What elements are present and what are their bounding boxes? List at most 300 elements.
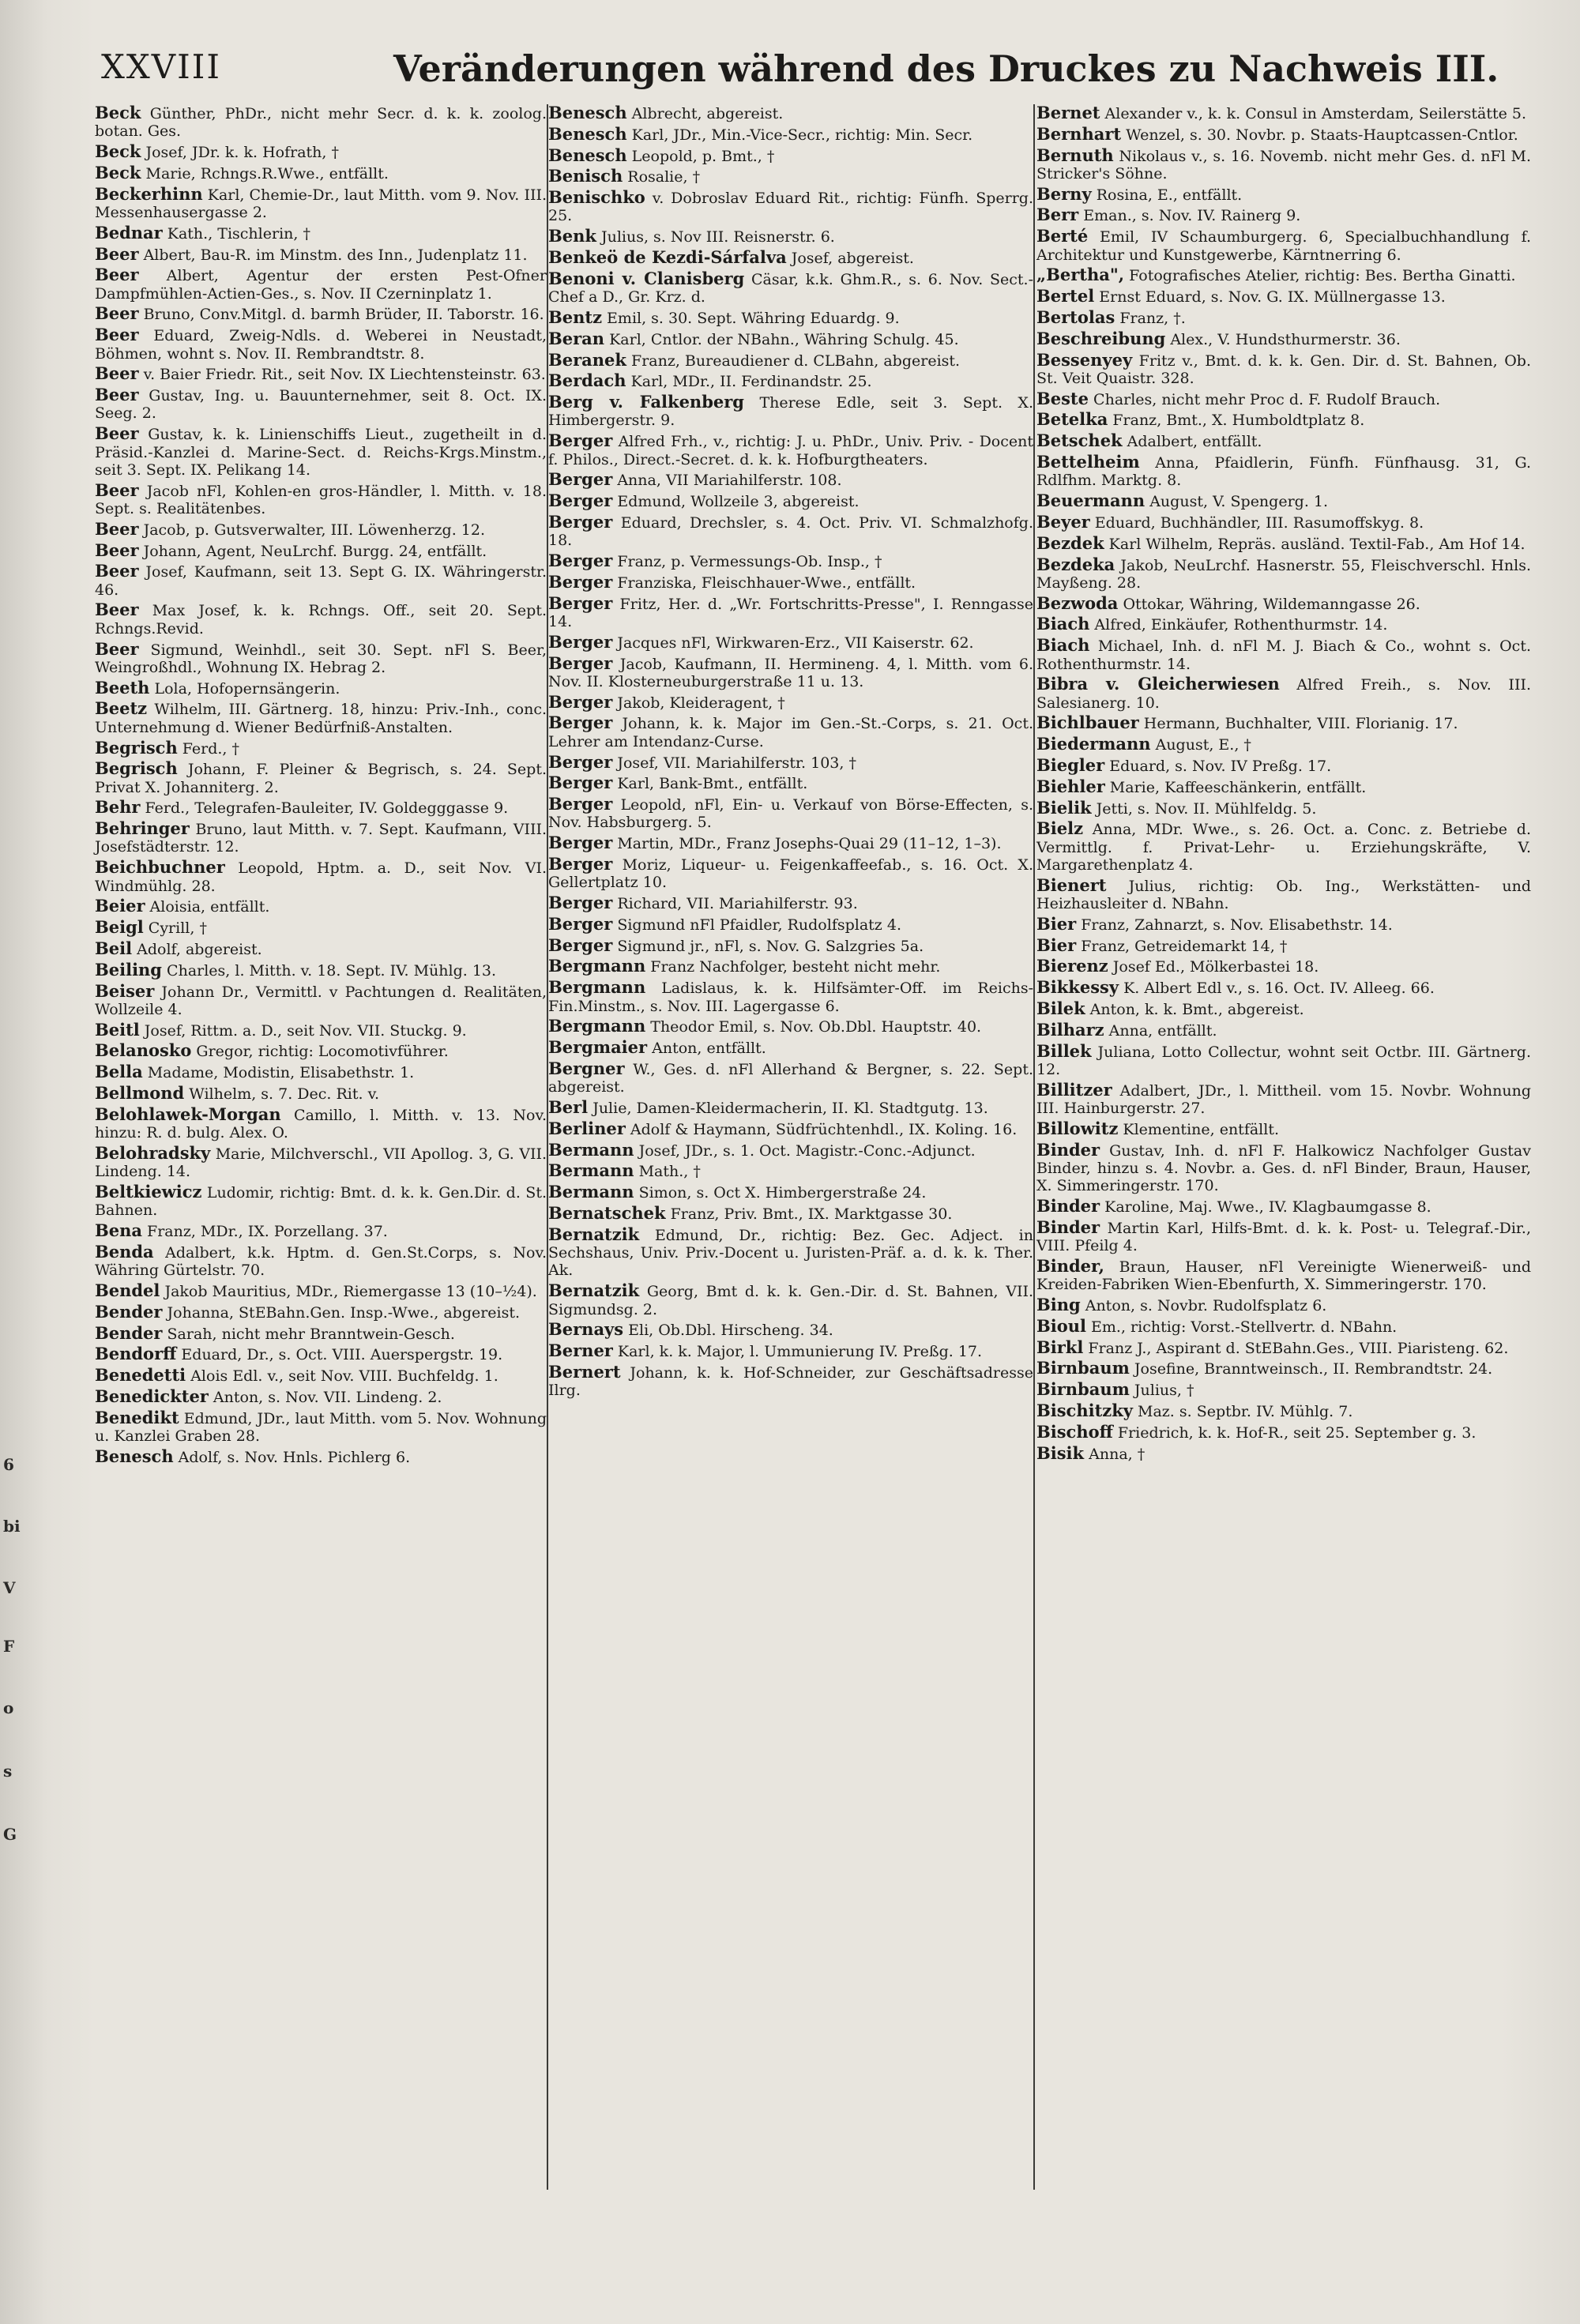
entry-surname: Bilharz — [1036, 1019, 1104, 1040]
entry-details: Cäsar, k.k. Ghm.R., s. 6. Nov. Sect.-Chef a D., Gr. Krz. d. — [548, 270, 1033, 306]
directory-entry — [1036, 675, 1531, 712]
entry-details: Nikolaus v., s. 16. Novemb. nicht mehr Ges. d. nFl M. Stricker's Söhne. — [1036, 147, 1531, 182]
entry-surname: Beran — [548, 328, 605, 348]
entry-details: Alex., V. Hundsthurmerstr. 36. — [1165, 330, 1401, 348]
entry-surname: Bibra v. Gleicherwiesen — [1036, 674, 1280, 694]
directory-entry — [95, 1085, 547, 1103]
entry-surname: Berliner — [548, 1118, 626, 1138]
page-title: Veränderungen während des Druckes zu Nachweis III. — [393, 47, 1499, 90]
entry-details: Richard, VII. Mariahilferstr. 93. — [612, 895, 858, 913]
directory-entry — [548, 432, 1033, 468]
directory-entry — [1036, 957, 1531, 976]
entry-surname: Benoni v. Clanisberg — [548, 268, 745, 288]
directory-entry — [548, 330, 1033, 348]
entry-surname: Beer — [95, 518, 139, 539]
entry-surname: Birnbaum — [1036, 1358, 1130, 1378]
entry-details: Jacob, Kaufmann, II. Hermineng. 4, l. Mitth. vom 6. Nov. II. Klosterneuburgerstraße 11 u. 13. — [548, 655, 1033, 690]
directory-entry — [1036, 735, 1531, 754]
entry-surname: Bernhart — [1036, 123, 1122, 144]
entry-surname: Birnbaum — [1036, 1379, 1130, 1400]
directory-entry — [548, 934, 1033, 955]
entry-details: Jakob, Kleideragent, † — [612, 694, 785, 712]
entry-details: Günther, PhDr., nicht mehr Secr. d. k. k. zoolog. botan. Ges. — [95, 105, 547, 141]
entry-details: Sigmund nFl Pfaidler, Rudolfsplatz 4. — [612, 916, 901, 934]
entry-details: Johann, k. k. Hof-Schneider, zur Geschäftsadresse Ilrg. — [548, 1363, 1033, 1400]
entry-surname: Beck — [95, 103, 141, 122]
entry-details: Fotografisches Atelier, richtig: Bes. Bertha Ginatti. — [1124, 267, 1516, 285]
entry-surname: Beer — [95, 479, 139, 500]
entry-surname: Berger — [548, 751, 613, 772]
entry-details: Karl, Cntlor. der NBahn., Währing Schulg. 45. — [604, 330, 959, 348]
entry-details: Adalbert, entfällt. — [1122, 433, 1262, 451]
entry-details: Julie, Damen-Kleidermacherin, II. Kl. Stadtgutg. 13. — [588, 1100, 988, 1118]
entry-details: Karl, Bank-Bmt., entfällt. — [612, 775, 808, 793]
directory-entry — [95, 143, 547, 161]
entry-surname: Bischoff — [1036, 1421, 1113, 1442]
entry-details: Julius, † — [1129, 1382, 1194, 1400]
directory-entry — [548, 1183, 1033, 1201]
entry-surname: Betschek — [1036, 431, 1123, 451]
directory-entry — [1036, 513, 1531, 532]
directory-entry — [95, 1183, 547, 1220]
entry-details: v. Dobroslav Eduard Rit., richtig: Fünfh. Sperrg. 25. — [548, 190, 1033, 225]
directory-entry — [95, 183, 547, 222]
entry-surname: Billitzer — [1036, 1079, 1112, 1100]
entry-details: Adalbert, JDr., l. Mittheil. vom 15. Novbr. Wohnung III. Hainburgerstr. 27. — [1036, 1081, 1531, 1118]
entry-details: Franziska, Fleischhauer-Wwe., entfällt. — [612, 573, 916, 592]
entry-surname: Bergner — [548, 1058, 625, 1078]
directory-entry — [1036, 615, 1531, 634]
entry-surname: Binder — [1036, 1217, 1100, 1237]
entry-surname: Bermann — [548, 1160, 634, 1181]
entry-surname: Benedickter — [95, 1386, 209, 1406]
entry-details: Math., † — [634, 1163, 701, 1181]
entry-surname: Berger — [548, 773, 613, 793]
entry-details: Anna, Pfaidlerin, Fünfh. Fünfhausg. 31, G. Rdlfhm. Marktg. 8. — [1036, 454, 1531, 490]
entry-surname: Belohradsky — [95, 1142, 211, 1163]
entry-surname: Bielik — [1036, 797, 1092, 818]
directory-entry — [95, 1063, 547, 1081]
directory-entry — [95, 1367, 547, 1385]
directory-entry — [95, 859, 547, 895]
entry-details: Moriz, Liqueur- u. Feigenkaffeefab., s. 16. Oct. X. Gellertplatz 10. — [548, 856, 1033, 892]
directory-entry — [1036, 1000, 1531, 1018]
directory-entry — [548, 795, 1033, 832]
entry-details: Karl, JDr., Min.-Vice-Secr., richtig: Min. Secr. — [626, 126, 973, 144]
directory-entry — [1036, 330, 1531, 348]
directory-entry — [95, 386, 547, 423]
directory-entry — [548, 552, 1033, 570]
entry-surname: Bellmond — [95, 1083, 185, 1104]
directory-entry — [1036, 411, 1531, 429]
entry-surname: Bermann — [548, 1182, 634, 1202]
entry-details: Albert, Bau-R. im Minstm. des Inn., Judenplatz 11. — [138, 246, 528, 264]
entry-surname: Bendel — [95, 1280, 160, 1301]
entry-details: Sigmund, Weinhdl., seit 30. Sept. nFl S. Beer, Weingroßhdl., Wohnung IX. Hebrag 2. — [95, 641, 547, 676]
entry-surname: Beer — [95, 265, 139, 285]
entry-details: Eduard, Buchhändler, III. Rasumoffskyg. 8. — [1089, 513, 1424, 532]
entry-details: Franz, Zahnarzt, s. Nov. Elisabethstr. 14. — [1076, 916, 1393, 934]
directory-entry — [548, 1205, 1033, 1223]
entry-surname: Bing — [1036, 1295, 1081, 1315]
entry-details: Leopold, nFl, Ein- u. Verkauf von Börse-Effecten, s. Nov. Habsburgerg. 5. — [548, 796, 1033, 832]
directory-entry — [1036, 206, 1531, 224]
entry-details: Rosalie, † — [623, 168, 701, 186]
directory-entry — [1036, 1442, 1531, 1463]
entry-surname: Binder, — [1036, 1255, 1104, 1276]
entry-details: Marie, Milchverschl., VII Apollog. 3, G. VII. Lindeng. 14. — [95, 1145, 547, 1181]
entry-surname: Beiser — [95, 980, 155, 1001]
entry-details: Anna, MDr. Wwe., s. 26. Oct. a. Conc. z. Betriebe d. Vermittlg. f. Privat-Lehr- u. Erziehungskräfte, V. Margarethenplatz 4. — [1036, 821, 1531, 874]
entry-details: Josef, VII. Mariahilferstr. 103, † — [612, 754, 856, 772]
directory-entry — [548, 1321, 1033, 1339]
entry-surname: Bezdeka — [1036, 554, 1115, 574]
directory-entry — [95, 739, 547, 758]
directory-entry — [95, 542, 547, 560]
entry-details: Eduard, Dr., s. Oct. VIII. Auerspergstr. 19. — [176, 1346, 503, 1364]
entry-details: Edmund, JDr., laut Mitth. vom 5. Nov. Wohnung u. Kanzlei Graben 28. — [95, 1409, 547, 1446]
directory-entry — [548, 513, 1033, 550]
directory-entry — [548, 1120, 1033, 1138]
entry-surname: Benischko — [548, 187, 645, 208]
entry-surname: Bienert — [1036, 874, 1107, 895]
directory-entry — [1036, 592, 1531, 613]
entry-details: Ferd., † — [177, 739, 240, 758]
directory-entry — [95, 266, 547, 303]
entry-surname: Bilek — [1036, 998, 1085, 1019]
entry-details: Therese Edle, seit 3. Sept. X. Himbergerstr. 9. — [548, 394, 1033, 430]
entry-details: Rosina, E., entfällt. — [1091, 186, 1243, 204]
directory-entry — [95, 562, 547, 599]
entry-details: Albrecht, abgereist. — [626, 105, 784, 122]
entry-surname: Bielz — [1036, 818, 1083, 839]
entry-surname: Beck — [95, 141, 141, 162]
entry-surname: Billek — [1036, 1040, 1092, 1061]
entry-details: Josef, Rittm. a. D., seit Nov. VII. Stuckg. 9. — [139, 1021, 467, 1040]
entry-details: Klementine, entfällt. — [1118, 1120, 1280, 1138]
entry-surname: Beer — [95, 423, 139, 444]
page-header — [101, 47, 1533, 103]
entry-details: Braun, Hauser, nFl Vereinigte Wienerweiß- und Kreiden-Fabriken Wien-Ebenfurth, X. Simmeringerstr. 170. — [1036, 1258, 1531, 1294]
entry-details: Alexander v., k. k. Consul in Amsterdam, Seilerstätte 5. — [1100, 105, 1527, 122]
entry-surname: Bernuth — [1036, 145, 1114, 165]
directory-entry — [1036, 228, 1531, 264]
entry-surname: Bezdek — [1036, 532, 1104, 553]
entry-details: Anton, s. Nov. VII. Lindeng. 2. — [208, 1389, 442, 1406]
entry-details: Jacques nFl, Wirkwaren-Erz., VII Kaiserstr. 62. — [612, 634, 974, 652]
entry-details: K. Albert Edl v., s. 16. Oct. IV. Alleeg. 66. — [1119, 980, 1435, 998]
entry-details: Theodor Emil, s. Nov. Ob.Dbl. Hauptstr. 40. — [645, 1018, 982, 1036]
entry-details: Ottokar, Währing, Wildemanngasse 26. — [1118, 595, 1420, 613]
entry-details: Anna, entfällt. — [1104, 1021, 1217, 1040]
entry-details: Adolf & Haymann, Südfrüchtenhdl., IX. Koling. 16. — [625, 1120, 1018, 1138]
entry-surname: Beer — [95, 303, 139, 324]
entry-details: Alfred Frh., v., richtig: J. u. PhDr., Univ. Priv. - Docent f. Philos., Direct.-Secret. d. k. k. Hofburgtheaters. — [548, 433, 1033, 468]
entry-details: Emil, IV Schaumburgerg. 6, Specialbuchhandlung f. Architektur und Kunstgewerbe, Kärntnerring 6. — [1036, 228, 1531, 264]
directory-entry — [548, 1162, 1033, 1180]
directory-entry — [95, 1042, 547, 1060]
entry-details: Karl, k. k. Major, l. Ummunierung IV. Preßg. 17. — [612, 1343, 983, 1361]
directory-entry — [548, 471, 1033, 489]
directory-entry — [95, 243, 547, 264]
directory-entry — [1036, 979, 1531, 997]
entry-surname: Bendorff — [95, 1344, 177, 1364]
entry-details: Bruno, laut Mitth. v. 7. Sept. Kaufmann, VIII. Josefstädterstr. 12. — [95, 821, 547, 856]
directory-entry — [95, 1021, 547, 1040]
entry-surname: Betelka — [1036, 409, 1108, 430]
directory-entry — [95, 601, 547, 637]
entry-details: Jetti, s. Nov. II. Mühlfeldg. 5. — [1091, 799, 1317, 818]
directory-entry — [95, 980, 547, 1019]
entry-surname: Berté — [1036, 226, 1089, 246]
entry-details: Juliana, Lotto Collectur, wohnt seit Octbr. III. Gärtnerg. 12. — [1036, 1043, 1531, 1078]
entry-surname: Biehler — [1036, 776, 1105, 796]
entry-details: Ernst Eduard, s. Nov. G. IX. Müllnergasse 13. — [1094, 288, 1446, 306]
directory-entry — [1036, 147, 1531, 183]
entry-surname: Beigl — [95, 917, 144, 938]
entry-surname: Benisch — [548, 166, 623, 186]
directory-entry — [1036, 714, 1531, 732]
entry-surname: Biedermann — [1036, 734, 1151, 754]
entry-surname: Begrisch — [95, 737, 178, 758]
entry-details: Sarah, nicht mehr Branntwein-Gesch. — [162, 1325, 455, 1343]
entry-surname: Benesch — [95, 1446, 174, 1466]
entry-details: Jakob Mauritius, MDr., Riemergasse 13 (10–½4). — [160, 1283, 537, 1301]
entry-details: Eduard, s. Nov. IV Preßg. 17. — [1104, 758, 1332, 775]
entry-details: Gregor, richtig: Locomotivführer. — [191, 1043, 449, 1061]
column-divider — [1033, 104, 1035, 2190]
entry-surname: Biach — [1036, 635, 1090, 656]
directory-entry — [1036, 913, 1531, 934]
directory-entry — [95, 479, 547, 518]
entry-surname: Berdach — [548, 370, 626, 391]
entry-details: Johanna, StEBahn.Gen. Insp.-Wwe., abgereist. — [162, 1303, 521, 1322]
directory-entry — [1036, 1021, 1531, 1040]
entry-surname: Berger — [548, 431, 613, 451]
entry-details: Em., richtig: Vorst.-Stellvertr. d. NBahn. — [1085, 1318, 1398, 1336]
entry-surname: Bichlbauer — [1036, 713, 1139, 733]
directory-entry — [548, 957, 1033, 976]
directory-entry — [1036, 820, 1531, 874]
directory-entry — [95, 326, 547, 363]
entry-details: Fritz, Her. d. „Wr. Fortschritts-Presse", I. Renngasse 14. — [548, 595, 1033, 630]
entry-details: Josef, JDr. k. k. Hofrath, † — [141, 144, 339, 162]
entry-surname: Beckerhinn — [95, 183, 203, 204]
directory-entry — [95, 104, 547, 141]
directory-entry — [1036, 1359, 1531, 1378]
entry-details: Karoline, Maj. Wwe., IV. Klagbaumgasse 8. — [1100, 1198, 1431, 1217]
entry-details: Charles, nicht mehr Proc d. F. Rudolf Brauch. — [1089, 390, 1441, 408]
entry-surname: Biegler — [1036, 755, 1105, 775]
directory-entry — [548, 393, 1033, 430]
directory-entry — [548, 751, 1033, 772]
entry-surname: Berger — [548, 713, 613, 733]
entry-surname: Berner — [548, 1341, 613, 1361]
directory-entry — [548, 104, 1033, 122]
directory-entry — [548, 1039, 1033, 1057]
entry-surname: Bioul — [1036, 1315, 1086, 1336]
entry-details: Ludomir, richtig: Bmt. d. k. k. Gen.Dir. d. St. Bahnen. — [95, 1184, 547, 1220]
entry-details: Madame, Modistin, Elisabethstr. 1. — [142, 1064, 415, 1082]
entry-surname: Bikkessy — [1036, 977, 1119, 998]
entry-surname: Bergmann — [548, 977, 646, 998]
entry-details: Anna, VII Mariahilferstr. 108. — [612, 472, 842, 490]
entry-surname: Bezwoda — [1036, 592, 1119, 613]
directory-entry — [548, 913, 1033, 934]
directory-entry — [1036, 1255, 1531, 1294]
directory-entry — [1036, 1381, 1531, 1399]
directory-entry — [548, 714, 1033, 750]
entry-surname: Bier — [1036, 934, 1077, 955]
entry-surname: Beranek — [548, 349, 626, 370]
directory-entry — [548, 1226, 1033, 1280]
column-3 — [1036, 104, 1531, 1465]
entry-surname: „Bertha", — [1036, 265, 1125, 285]
entry-surname: Benedikt — [95, 1407, 179, 1427]
directory-entry — [95, 1243, 547, 1280]
directory-entry — [1036, 799, 1531, 818]
entry-surname: Bischitzky — [1036, 1401, 1133, 1420]
entry-details: Simon, s. Oct X. Himbergerstraße 24. — [634, 1184, 927, 1202]
entry-details: Leopold, Hptm. a. D., seit Nov. VI. Windmühlg. 28. — [95, 859, 547, 895]
entry-details: Camillo, l. Mitth. v. 13. Nov. hinzu: R. d. bulg. Alex. O. — [95, 1106, 547, 1142]
directory-entry — [548, 167, 1033, 186]
entry-surname: Berger — [548, 794, 613, 814]
entry-details: Jacob nFl, Kohlen-en gros-Händler, l. Mitth. v. 18. Sept. s. Realitätenbes. — [95, 482, 547, 517]
entry-details: Cyrill, † — [143, 919, 207, 938]
entry-surname: Billowitz — [1036, 1118, 1119, 1138]
entry-details: Eduard, Drechsler, s. 4. Oct. Priv. VI. Schmalzhofg. 18. — [548, 513, 1033, 550]
directory-entry — [1036, 637, 1531, 673]
directory-entry — [548, 894, 1033, 912]
directory-entry — [548, 631, 1033, 652]
entry-surname: Beier — [95, 896, 145, 916]
directory-entry — [548, 1141, 1033, 1160]
entry-surname: Berger — [548, 631, 613, 652]
entry-details: Franz, MDr., IX. Porzellang. 37. — [142, 1223, 388, 1241]
entry-surname: Beer — [95, 540, 139, 560]
directory-entry — [1036, 934, 1531, 955]
entry-details: Wilhelm, III. Gärtnerg. 18, hinzu: Priv.-Inh., conc. Unternehmung d. Wiener Bedürfniß-Anstalten. — [95, 701, 547, 736]
entry-details: Leopold, p. Bmt., † — [626, 147, 775, 165]
directory-entry — [1036, 556, 1531, 592]
directory-entry — [95, 1409, 547, 1446]
entry-surname: Benda — [95, 1241, 154, 1262]
page-number: XXVIII — [101, 47, 221, 86]
directory-entry — [95, 679, 547, 698]
directory-entry — [1036, 874, 1531, 913]
entry-surname: Bernet — [1036, 103, 1100, 122]
entry-surname: Bender — [95, 1322, 163, 1343]
entry-details: Marie, Kaffeeschänkerin, entfällt. — [1104, 778, 1367, 796]
entry-surname: Belohlawek-Morgan — [95, 1104, 281, 1124]
entry-surname: Behringer — [95, 818, 190, 839]
entry-details: W., Ges. d. nFl Allerhand & Bergner, s. 22. Sept. abgereist. — [548, 1060, 1033, 1096]
column-1 — [95, 104, 547, 1469]
entry-details: Adalbert, k.k. Hptm. d. Gen.St.Corps, s. Nov. Währing Gürtelstr. 70. — [95, 1243, 547, 1280]
directory-entry — [1036, 492, 1531, 510]
entry-details: Karl, MDr., II. Ferdinandstr. 25. — [626, 373, 872, 391]
directory-entry — [548, 228, 1033, 246]
entry-details: Michael, Inh. d. nFl M. J. Biach & Co., wohnt s. Oct. Rothenthurmstr. 14. — [1036, 637, 1531, 673]
directory-entry — [95, 1388, 547, 1406]
entry-surname: Bertel — [1036, 286, 1095, 306]
directory-entry — [548, 592, 1033, 631]
directory-entry — [548, 1363, 1033, 1400]
entry-surname: Beer — [95, 385, 139, 405]
directory-entry — [548, 1060, 1033, 1096]
entry-surname: Berger — [548, 511, 613, 532]
entry-details: Wilhelm, s. 7. Dec. Rit. v. — [184, 1085, 380, 1104]
entry-surname: Bierenz — [1036, 956, 1108, 976]
entry-surname: Berger — [548, 893, 613, 913]
entry-surname: Beer — [95, 561, 139, 581]
entry-surname: Beyer — [1036, 511, 1090, 532]
directory-entry — [95, 760, 547, 796]
entry-surname: Binder — [1036, 1139, 1100, 1160]
entry-surname: Berger — [548, 592, 613, 613]
entry-surname: Bettelheim — [1036, 452, 1140, 472]
entry-details: Josef, Kaufmann, seit 13. Sept G. IX. Währingerstr. 46. — [95, 563, 547, 599]
directory-entry — [1036, 1198, 1531, 1216]
directory-entry — [95, 961, 547, 980]
entry-surname: Bertolas — [1036, 306, 1115, 327]
entry-surname: Bernatschek — [548, 1203, 666, 1224]
entry-surname: Bella — [95, 1062, 143, 1082]
entry-details: Franz, Bureaudiener d. CLBahn, abgereist. — [626, 352, 961, 370]
margin-glyph: bi — [3, 1517, 21, 1536]
directory-entry — [95, 1322, 547, 1343]
directory-entry — [548, 372, 1033, 390]
directory-entry — [95, 1142, 547, 1181]
directory-entry — [1036, 1219, 1531, 1255]
entry-details: Martin Karl, Hilfs-Bmt. d. k. k. Post- u. Telegraf.-Dir., VIII. Pfeilg 4. — [1036, 1219, 1531, 1255]
entry-details: Gustav, Inh. d. nFl F. Halkowicz Nachfolger Gustav Binder, hinzu s. 4. Novbr. a. Ges. d. nFl Binder, Braun, Hauser, X. Simmeringerstr. 170. — [1036, 1141, 1531, 1195]
entry-surname: Beitl — [95, 1019, 140, 1040]
entry-surname: Bernatzik — [548, 1224, 640, 1244]
entry-details: Josef Ed., Mölkerbastei 18. — [1108, 958, 1319, 976]
entry-details: Friedrich, k. k. Hof-R., seit 25. September g. 3. — [1112, 1423, 1477, 1442]
entry-details: Gustav, k. k. Linienschiffs Lieut., zugetheilt in d. Präsid.-Kanzlei d. Marine-Sect. d. Reichs-Krgs.Minstm., seit 3. Sept. IX. Pelikang 14. — [95, 426, 547, 479]
entry-surname: Berger — [548, 469, 613, 490]
entry-details: Kath., Tischlerin, † — [162, 224, 310, 243]
directory-entry — [548, 349, 1033, 370]
entry-details: Edmund, Dr., richtig: Bez. Gec. Adject. in Sechshaus, Univ. Priv.-Docent u. Juristen-Präf. a. d. k. k. Ther. Ak. — [548, 1226, 1033, 1280]
directory-entry — [1036, 532, 1531, 553]
entry-details: Charles, l. Mitth. v. 18. Sept. IV. Mühlg. 13. — [162, 961, 497, 980]
entry-details: Alfred, Einkäufer, Rothenthurmstr. 14. — [1089, 616, 1388, 634]
directory-entry — [1036, 349, 1531, 388]
margin-glyph: G — [3, 1825, 17, 1844]
entry-details: Anton, k. k. Bmt., abgereist. — [1085, 1001, 1304, 1019]
margin-glyph: s — [3, 1762, 13, 1781]
entry-details: Eman., s. Nov. IV. Rainerg 9. — [1078, 207, 1301, 225]
entry-surname: Beltkiewicz — [95, 1182, 202, 1202]
entry-details: Franz, p. Vermessungs-Ob. Insp., † — [612, 553, 882, 571]
entry-surname: Behr — [95, 797, 141, 818]
entry-surname: Beichbuchner — [95, 857, 225, 878]
entry-details: August, V. Spengerg. 1. — [1145, 493, 1329, 511]
directory-entry — [548, 979, 1033, 1015]
entry-details: Lola, Hofopernsängerin. — [149, 679, 340, 698]
entry-surname: Beer — [95, 638, 139, 659]
directory-entry — [1036, 1081, 1531, 1118]
entry-details: Wenzel, s. 30. Novbr. p. Staats-Hauptcassen-Cntlor. — [1121, 126, 1518, 144]
directory-entry — [1036, 453, 1531, 490]
entry-surname: Beeth — [95, 677, 150, 698]
directory-entry — [95, 799, 547, 817]
entry-surname: Bessenyey — [1036, 349, 1133, 370]
